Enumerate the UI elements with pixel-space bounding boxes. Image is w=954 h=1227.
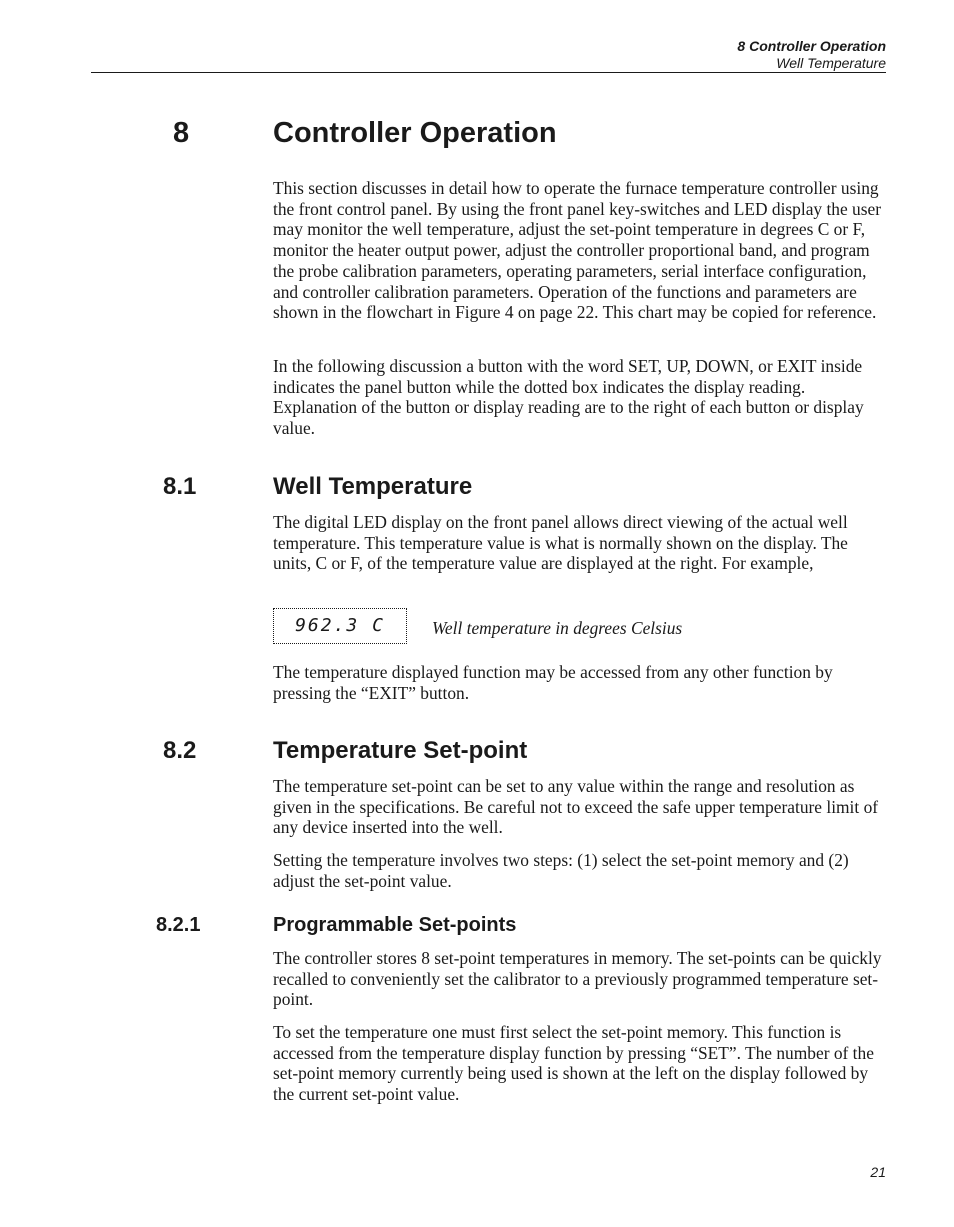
page-number: 21 [870,1164,886,1180]
section-8-2-number: 8.2 [163,737,197,764]
section-8-2-paragraph-2: Setting the temperature involves two steps: (1) select the set-point memory and (2) adjust the set-point value. [273,850,849,891]
led-display-reading: 962.3 C [273,608,407,644]
running-head-chapter: 8 Controller Operation [737,38,886,54]
section-8-2-title: Temperature Set-point [273,737,528,764]
section-8-2-paragraph-1: The temperature set-point can be set to any value within the range and resolution as given in the specifications. Be careful not to exceed the safe upper temperature limit of any device inserted into the well. [273,776,879,838]
running-head-section: Well Temperature [776,55,886,71]
section-8-1-paragraph-2: The temperature displayed function may be accessed from any other function by pressing the “EXIT” button. [273,662,833,703]
section-8-paragraph-1: This section discusses in detail how to operate the furnace temperature controller using the front control panel. By using the front panel key-switches and LED display the user may monitor the well temperature, adjust the set-point temperature in degrees C or F, monitor the heater output power, adjust the controller proportional band, and program the probe calibration parameters, operating parameters, serial interface configuration, and controller calibration parameters. Operation of the functions and parameters are shown in the flowchart in Figure 4 on page 22. This chart may be copied for reference. [273,178,882,323]
section-8-number: 8 [173,117,190,149]
section-8-1-paragraph-1: The digital LED display on the front panel allows direct viewing of the actual well temperature. This temperature value is what is normally shown on the display. The units, C or F, of the temperature value are displayed at the right. For example, [273,512,848,574]
display-caption: Well temperature in degrees Celsius [432,618,683,638]
section-8-title: Controller Operation [273,117,557,149]
section-8-2-1-number: 8.2.1 [156,914,201,936]
section-8-2-1-paragraph-1: The controller stores 8 set-point temperatures in memory. The set-points can be quickly recalled to conveniently set the calibrator to a previously programmed temperature set-point. [273,948,882,1010]
section-8-1-title: Well Temperature [273,473,473,500]
section-8-2-1-title: Programmable Set-points [273,914,517,936]
header-rule [91,72,886,73]
section-8-2-1-paragraph-2: To set the temperature one must first select the set-point memory. This function is accessed from the temperature display function by pressing “SET”. The number of the set-point memory currently being used is shown at the left on the display followed by the current set-point value. [273,1022,874,1105]
section-8-paragraph-2: In the following discussion a button with the word SET, UP, DOWN, or EXIT inside indicates the panel button while the dotted box indicates the display reading. Explanation of the button or display reading are to the right of each button or display value. [273,356,864,439]
section-8-1-number: 8.1 [163,473,197,500]
running-head [737,38,886,72]
